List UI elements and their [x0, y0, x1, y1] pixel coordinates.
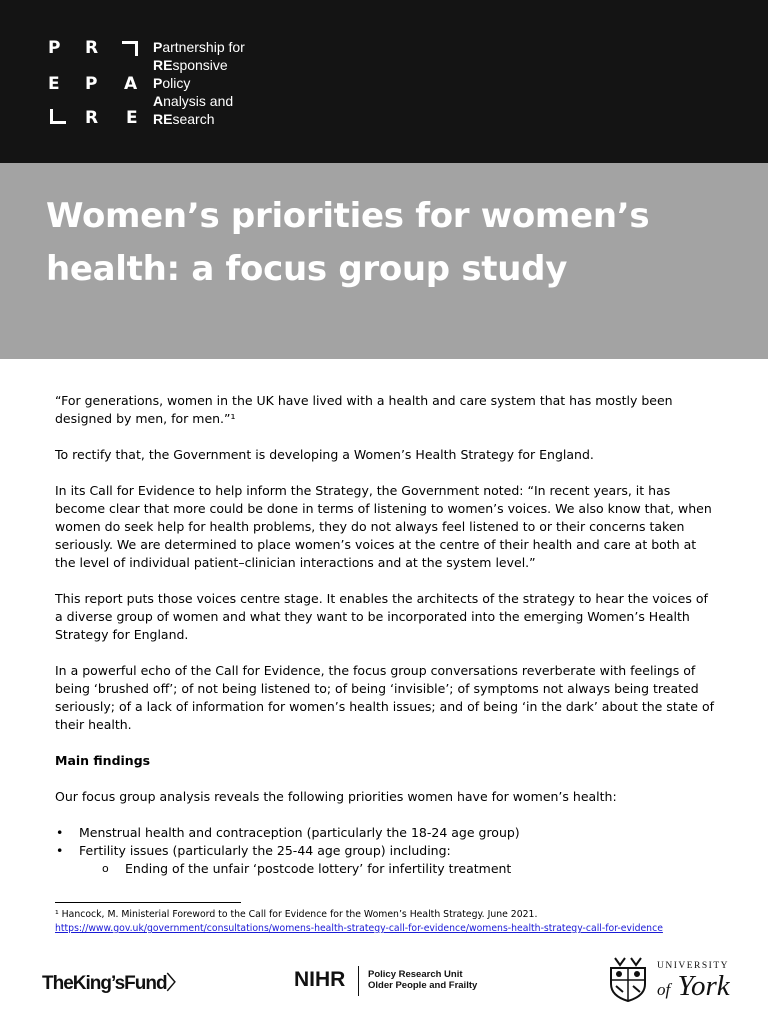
paragraph-echo: In a powerful echo of the Call for Evidence, the focus group conversations reverberate with feelings of being ‘brushed off’; of not being listened to; of being ‘invisible’; of symptoms not always being treated seriously; of a lack of information for women’s health issues; and of being ‘in the dark’ about the state of their health. — [55, 663, 714, 732]
nihr-divider — [358, 966, 359, 996]
org-line: Policy — [153, 75, 191, 91]
kings-fund-logo: TheKing’sFund〉 — [42, 973, 185, 994]
logo-corner-top-right — [122, 41, 138, 56]
logo-letter-p1: P — [48, 38, 61, 58]
footnote-link[interactable]: https://www.gov.uk/government/consultations/womens-health-strategy-call-for-evidence/womens-health-strategy-call-for-evidence — [55, 923, 663, 934]
logo-letter-r2: R — [85, 108, 99, 128]
paragraph-analysis: Our focus group analysis reveals the following priorities women have for women’s health: — [55, 789, 617, 804]
nihr-subtitle-line-1: Policy Research Unit — [368, 969, 463, 980]
org-line: REsponsive — [153, 57, 228, 73]
york-name: of York — [657, 970, 730, 1002]
paragraph-quote: “For generations, women in the UK have lived with a health and care system that has mostly been designed by men, for men.”¹ — [55, 393, 673, 426]
org-line: Partnership for — [153, 39, 245, 55]
nihr-subtitle — [368, 969, 477, 991]
title-line-2: health: a focus group study — [46, 249, 568, 289]
heading-main-findings: Main findings — [55, 753, 151, 768]
findings-sub-list — [55, 860, 715, 878]
title-line-1: Women’s priorities for women’s — [46, 196, 650, 236]
findings-list — [55, 824, 715, 860]
list-item: • Menstrual health and contraception (particularly the 18-24 age group) — [55, 824, 715, 842]
paragraph-report: This report puts those voices centre stage. It enables the architects of the strategy to hear the voices of a diverse group of women and what they want to be incorporated into the emerging Women’s Health Strategy for England. — [55, 591, 708, 642]
document-title — [46, 190, 746, 296]
prepare-logo — [48, 39, 144, 127]
main-content — [55, 392, 715, 878]
logo-letter-e2: E — [126, 108, 138, 128]
organisation-name — [153, 38, 245, 128]
nihr-logo: NIHR — [294, 968, 346, 991]
york-crest-icon — [607, 956, 649, 1002]
paragraph-strategy: To rectify that, the Government is developing a Women’s Health Strategy for England. — [55, 447, 594, 462]
list-item: o Ending of the unfair ‘postcode lottery’ for infertility treatment — [55, 860, 715, 878]
footnote-divider — [55, 902, 241, 903]
nihr-subtitle-line-2: Older People and Frailty — [368, 980, 478, 991]
logo-letter-r1: R — [85, 38, 99, 58]
org-line: REsearch — [153, 111, 215, 127]
footnote — [55, 908, 735, 936]
org-line: Analysis and — [153, 93, 234, 109]
list-item: • Fertility issues (particularly the 25-44 age group) including: — [55, 842, 715, 860]
paragraph-call-for-evidence: In its Call for Evidence to help inform the Strategy, the Government noted: “In recent years, it has become clear that more could be done in terms of listening to women’s voices. We also know that, when women do seek help for health problems, they do not always feel listened to or their concerns taken seriously. We are determined to place women’s voices at the centre of their health and care at both at the level of individual patient–clinician interactions and at the system level.” — [55, 483, 712, 570]
partner-logos — [0, 950, 768, 1020]
logo-letter-a: A — [124, 74, 138, 94]
york-university-label: UNIVERSITY — [657, 961, 729, 971]
header-band — [0, 0, 768, 163]
footnote-text: ¹ Hancock, M. Ministerial Foreword to the Call for Evidence for the Women’s Health Strategy. June 2021. — [55, 909, 538, 920]
logo-letter-e1: E — [48, 74, 60, 94]
logo-letter-p2: P — [85, 74, 98, 94]
logo-corner-bottom-left — [50, 109, 66, 124]
